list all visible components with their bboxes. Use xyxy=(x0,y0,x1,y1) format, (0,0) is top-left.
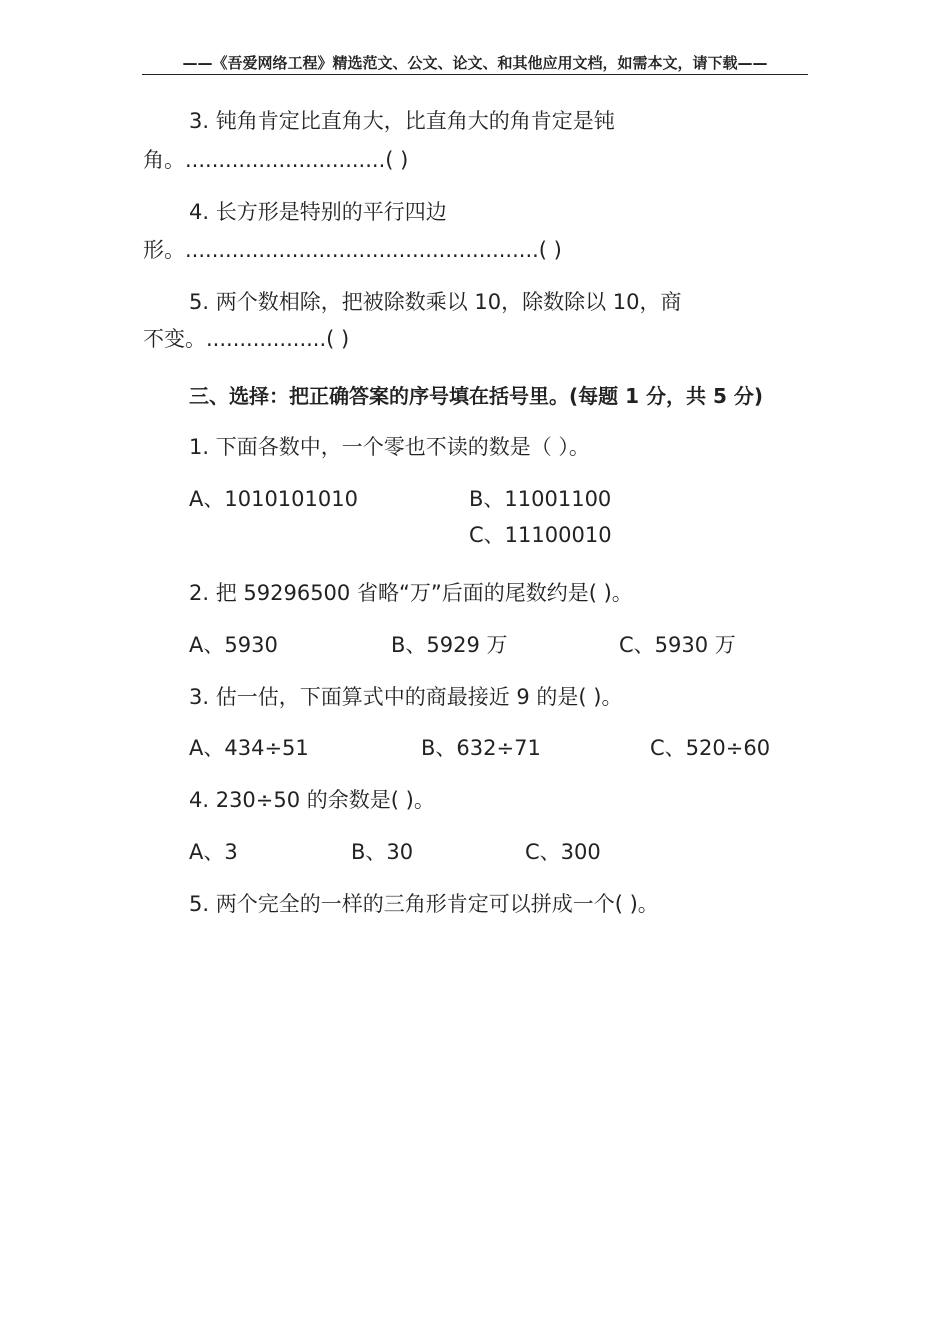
choice-question-4: 4. 230÷50 的余数是( )。 xyxy=(189,788,435,812)
choice-question-1: 1. 下面各数中，一个零也不读的数是（ ）。 xyxy=(189,435,590,459)
choice-1-option-c: C、11100010 xyxy=(469,523,612,547)
choice-4-option-b: B、30 xyxy=(351,840,414,864)
choice-1-option-a: A、1010101010 xyxy=(189,487,358,511)
choice-1-option-b: B、11001100 xyxy=(469,487,612,511)
judgment-item-5-line2: 不变。..................( ) xyxy=(143,327,350,351)
choice-3-option-a: A、434÷51 xyxy=(189,736,309,760)
choice-3-option-b: B、632÷71 xyxy=(421,736,541,760)
choice-2-option-c: C、5930 万 xyxy=(619,633,736,657)
choice-3-option-c: C、520÷60 xyxy=(650,736,771,760)
choice-question-2: 2. 把 59296500 省略“万”后面的尾数约是( )。 xyxy=(189,581,633,605)
judgment-item-5-line1: 5. 两个数相除，把被除数乘以 10，除数除以 10，商 xyxy=(189,290,682,314)
choice-2-option-b: B、5929 万 xyxy=(391,633,508,657)
judgment-item-4-line1: 4. 长方形是特别的平行四边 xyxy=(189,200,447,224)
choice-question-3: 3. 估一估，下面算式中的商最接近 9 的是( )。 xyxy=(189,685,623,709)
choice-4-option-a: A、3 xyxy=(189,840,238,864)
section-title-choice: 三、选择：把正确答案的序号填在括号里。(每题 1 分，共 5 分) xyxy=(189,384,763,408)
judgment-item-4-line2: 形。.....................................................( ) xyxy=(143,238,562,262)
judgment-item-3-line2: 角。..............................( ) xyxy=(143,148,409,172)
choice-2-option-a: A、5930 xyxy=(189,633,278,657)
judgment-item-3-line1: 3. 钝角肯定比直角大，比直角大的角肯定是钝 xyxy=(189,109,615,133)
header-rule xyxy=(142,74,808,75)
choice-question-5: 5. 两个完全的一样的三角形肯定可以拼成一个( )。 xyxy=(189,892,659,916)
document-header: ——《吾爱网络工程》精选范文、公文、论文、和其他应用文档，如需本文，请下载—— xyxy=(182,54,768,72)
choice-4-option-c: C、300 xyxy=(525,840,601,864)
